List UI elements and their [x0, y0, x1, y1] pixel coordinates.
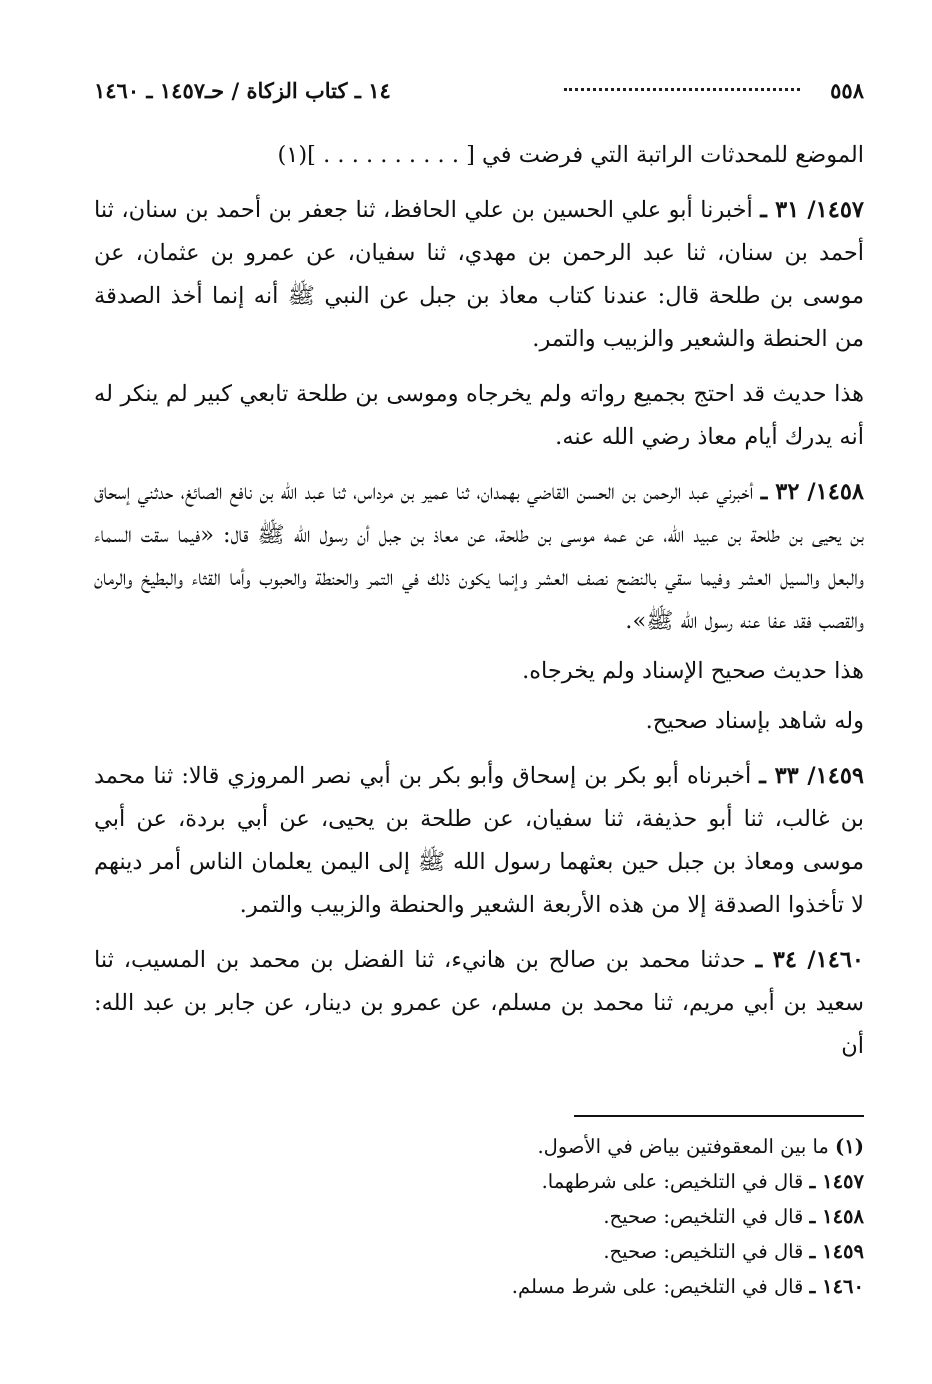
header-dotted-leader: [564, 88, 800, 91]
hadith-1460: [94, 939, 864, 1068]
main-text: [94, 134, 864, 1075]
footnote-divider: [574, 1115, 864, 1117]
hadith-text: أخبرناه أبو بكر بن إسحاق وأبو بكر بن أبي نصر المروزي قالا: ثنا محمد بن غالب، ثنا أبو حذيفة، ثنا سفيان، عن طلحة بن يحيى، عن أبي بردة، عن أبي موسى ومعاذ بن جبل حين بعثهما رسول الله ﷺ إلى اليمن يعلمان الناس أمر دينهم لا تأخذوا الصدقة إلا من هذه الأربعة الشعير والحنطة والزبيب والتمر.: [94, 763, 864, 918]
footnote-item: [94, 1129, 864, 1164]
footnote-number: (١): [835, 1135, 864, 1158]
footnote-text: قال في التلخيص: صحيح.: [603, 1240, 804, 1263]
comment-1458-a: هذا حديث صحيح الإسناد ولم يخرجاه.: [522, 658, 864, 684]
intro-line: الموضع للمحدثات الراتبة التي فرضت في [ . . . . . . . . . . ](١): [277, 142, 864, 168]
running-header: [94, 78, 864, 112]
hadith-text: أخبرني عبد الرحمن بن الحسن القاضي بهمدان، ثنا عمير بن مرداس، ثنا عبد الله بن نافع الصائغ، حدثني إسحاق بن يحيى بن طلحة بن عبيد الله، عن عمه موسى بن طلحة، عن معاذ بن جبل أن رسول الله ﷺ قال: «فيما سقت السماء والبعل والسيل العشر وفيما سقي بالنضح نصف العشر وإنما يكون ذلك في التمر والحنطة والحبوب وأما القثاء والبطيخ والرمان والقصب فقد عفا عنه رسول الله ﷺ».: [94, 479, 864, 634]
book-page: [94, 70, 864, 1340]
footnote-text: قال في التلخيص: على شرطهما.: [541, 1170, 804, 1193]
comment-1458-b: وله شاهد بإسناد صحيح.: [645, 708, 864, 734]
hadith-number: ١٤٥٩/ ٣٣ ـ: [759, 763, 864, 789]
footnote-number: ١٤٥٨ ـ: [809, 1205, 864, 1228]
footnote-item: [94, 1269, 864, 1304]
hadith-text: حدثنا محمد بن صالح بن هانيء، ثنا الفضل بن محمد بن المسيب، ثنا سعيد بن أبي مريم، ثنا محمد بن مسلم، عن عمرو بن دينار، عن جابر بن عبد الله: أن: [94, 947, 864, 1059]
footnotes: [94, 1115, 864, 1304]
footnote-number: ١٤٥٩ ـ: [809, 1240, 864, 1263]
hadith-text: أخبرنا أبو علي الحسين بن علي الحافظ، ثنا جعفر بن أحمد بن سنان، ثنا أحمد بن سنان، ثنا عبد الرحمن بن مهدي، ثنا سفيان، عن عمرو بن عثمان، عن موسى بن طلحة قال: عندنا كتاب معاذ بن جبل عن النبي ﷺ أنه إنما أخذ الصدقة من الحنطة والشعير والزبيب والتمر.: [94, 197, 864, 352]
hadith-1457: [94, 189, 864, 361]
footnote-text: قال في التلخيص: صحيح.: [603, 1205, 804, 1228]
hadith-number: ١٤٥٧/ ٣١ ـ: [760, 197, 864, 223]
footnote-item: [94, 1234, 864, 1269]
hadith-1459: [94, 755, 864, 927]
hadith-number: ١٤٦٠/ ٣٤ ـ: [755, 947, 864, 973]
chapter-title: ١٤ ـ كتاب الزكاة / حـ١٤٥٧ ـ ١٤٦٠: [94, 78, 391, 103]
footnote-text: قال في التلخيص: على شرط مسلم.: [511, 1275, 804, 1298]
footnote-item: [94, 1164, 864, 1199]
page-number: ٥٥٨: [830, 78, 864, 103]
comment-1457: هذا حديث قد احتج بجميع رواته ولم يخرجاه وموسى بن طلحة تابعي كبير لم ينكر له أنه يدرك أيام معاذ رضي الله عنه.: [94, 381, 864, 450]
hadith-number: ١٤٥٨/ ٣٢ ـ: [760, 479, 864, 505]
hadith-1458: [94, 471, 864, 643]
footnote-item: [94, 1199, 864, 1234]
footnote-number: ١٤٦٠ ـ: [809, 1275, 864, 1298]
footnote-text: ما بين المعقوفتين بياض في الأصول.: [537, 1135, 829, 1158]
footnote-number: ١٤٥٧ ـ: [809, 1170, 864, 1193]
